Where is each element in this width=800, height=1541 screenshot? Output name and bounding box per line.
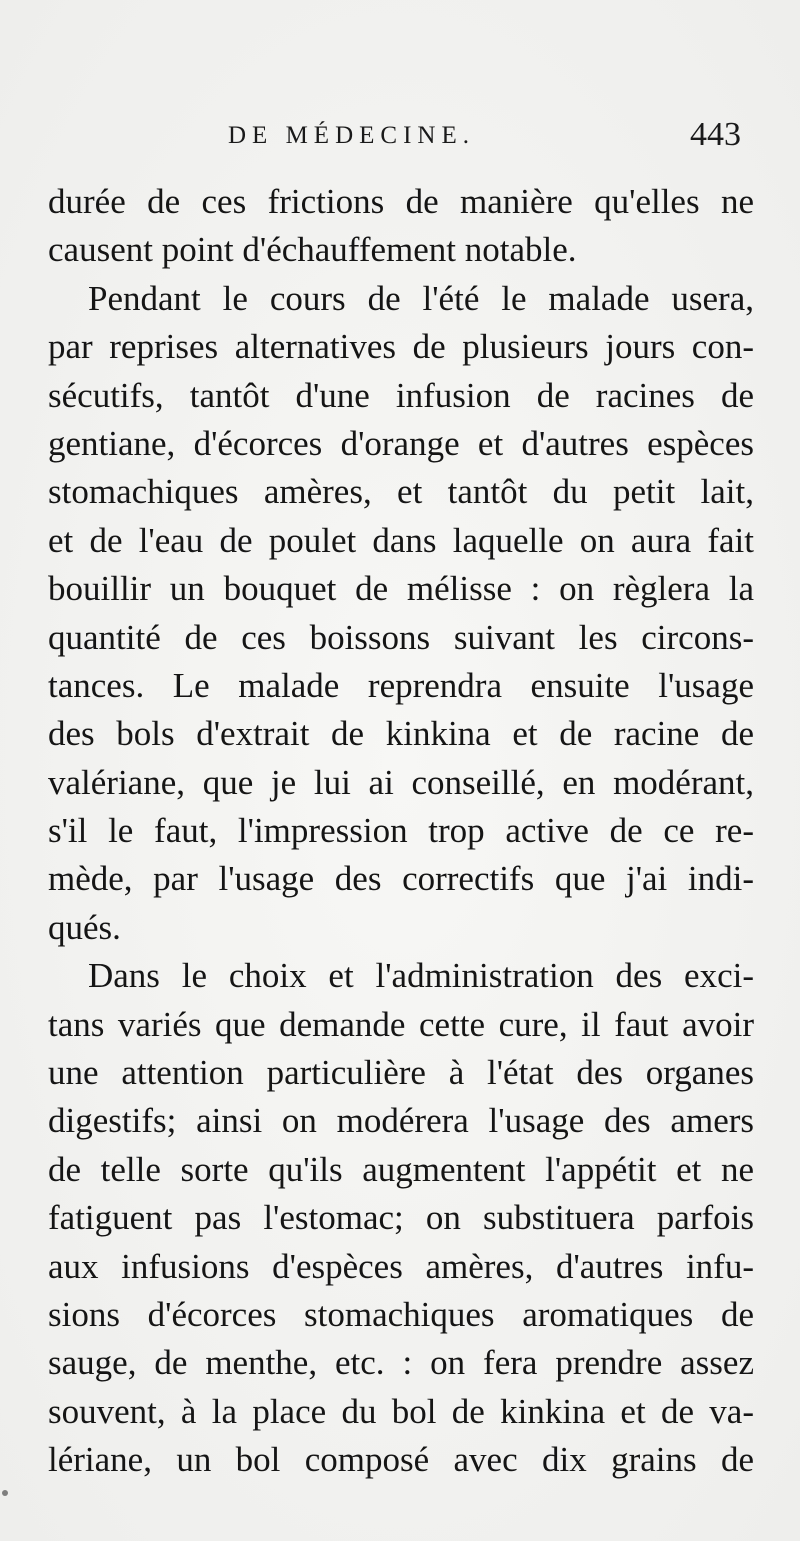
text-line: qués. <box>48 907 121 947</box>
text-line: tances. Le malade reprendra ensuite l'usage <box>48 665 754 705</box>
text-line: une attention particulière à l'état des organes <box>48 1053 754 1093</box>
text-line: de telle sorte qu'ils augmentent l'appétit et ne <box>48 1149 754 1189</box>
text-line: lériane, un bol composé avec dix grains de <box>48 1440 754 1480</box>
text-line: et de l'eau de poulet dans laquelle on aura fait <box>48 520 754 560</box>
text-line: des bols d'extrait de kinkina et de racine de <box>48 714 754 754</box>
running-title: DE MÉDECINE. <box>228 122 475 149</box>
text-line: Dans le choix et l'administration des exci- <box>88 956 754 996</box>
paragraph-2 <box>48 275 754 952</box>
page-header <box>0 112 800 162</box>
paragraph-1 <box>48 178 754 275</box>
text-line: s'il le faut, l'impression trop active de ce re- <box>48 811 754 851</box>
text-line: quantité de ces boissons suivant les circons- <box>48 617 754 657</box>
text-line: gentiane, d'écorces d'orange et d'autres espèces <box>48 423 754 463</box>
page-number: 443 <box>690 116 741 153</box>
text-line: Pendant le cours de l'été le malade usera, <box>88 278 754 318</box>
body-text <box>48 178 754 1485</box>
text-line: par reprises alternatives de plusieurs jours con- <box>48 327 754 367</box>
text-line: causent point d'échauffement notable. <box>48 230 577 270</box>
paragraph-3 <box>48 952 754 1484</box>
text-line: bouillir un bouquet de mélisse : on règlera la <box>48 569 754 609</box>
text-line: fatiguent pas l'estomac; on substituera parfois <box>48 1198 754 1238</box>
text-line: souvent, à la place du bol de kinkina et de va- <box>48 1391 754 1431</box>
text-line: aux infusions d'espèces amères, d'autres infu- <box>48 1246 754 1286</box>
text-line: sauge, de menthe, etc. : on fera prendre assez <box>48 1343 754 1383</box>
text-line: sécutifs, tantôt d'une infusion de racines de <box>48 375 754 415</box>
text-line: durée de ces frictions de manière qu'elles ne <box>48 182 754 221</box>
ink-speck <box>2 1490 8 1496</box>
text-line: sions d'écorces stomachiques aromatiques de <box>48 1294 754 1334</box>
text-line: digestifs; ainsi on modérera l'usage des amers <box>48 1101 754 1141</box>
text-line: valériane, que je lui ai conseillé, en modérant, <box>48 762 754 802</box>
text-line: tans variés que demande cette cure, il faut avoir <box>48 1004 754 1044</box>
text-line: stomachiques amères, et tantôt du petit lait, <box>48 472 754 512</box>
text-line: mède, par l'usage des correctifs que j'ai indi- <box>48 859 754 899</box>
